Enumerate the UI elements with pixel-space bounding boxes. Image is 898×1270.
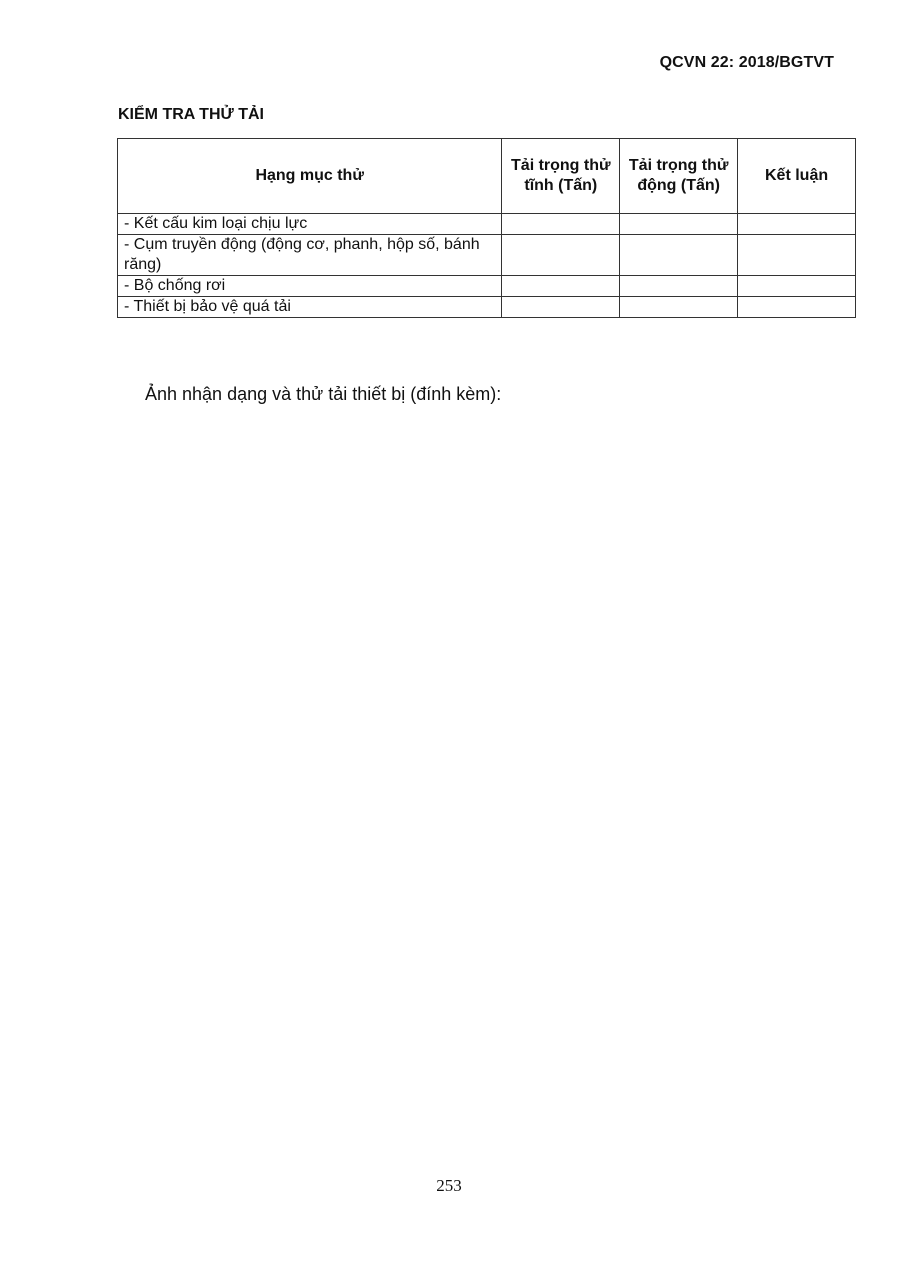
header-conclusion: Kết luận	[738, 139, 856, 214]
table-header-row	[118, 139, 856, 214]
cell-static-load	[502, 235, 620, 276]
photo-attachment-caption: Ảnh nhận dạng và thử tải thiết bị (đính kèm):	[145, 384, 502, 404]
cell-dynamic-load	[620, 297, 738, 318]
table-row	[118, 235, 856, 276]
header-test-item: Hạng mục thử	[118, 139, 502, 214]
cell-test-item: - Bộ chống rơi	[118, 276, 502, 297]
cell-static-load	[502, 276, 620, 297]
cell-dynamic-load	[620, 214, 738, 235]
cell-test-item: - Kết cấu kim loại chịu lực	[118, 214, 502, 235]
document-code: QCVN 22: 2018/BGTVT	[659, 54, 834, 71]
header-dynamic-load: Tải trọng thử động (Tấn)	[620, 139, 738, 214]
cell-static-load	[502, 297, 620, 318]
cell-conclusion	[738, 235, 856, 276]
cell-test-item: - Cụm truyền động (động cơ, phanh, hộp số, bánh răng)	[118, 235, 502, 276]
cell-dynamic-load	[620, 235, 738, 276]
table-row	[118, 276, 856, 297]
page-number: 253	[436, 1176, 462, 1195]
cell-static-load	[502, 214, 620, 235]
cell-dynamic-load	[620, 276, 738, 297]
cell-conclusion	[738, 297, 856, 318]
table-row	[118, 297, 856, 318]
load-test-table	[117, 138, 856, 318]
cell-conclusion	[738, 214, 856, 235]
cell-test-item: - Thiết bị bảo vệ quá tải	[118, 297, 502, 318]
section-title: KIỂM TRA THỬ TẢI	[118, 106, 264, 123]
cell-conclusion	[738, 276, 856, 297]
header-static-load: Tải trọng thử tĩnh (Tấn)	[502, 139, 620, 214]
table-row	[118, 214, 856, 235]
